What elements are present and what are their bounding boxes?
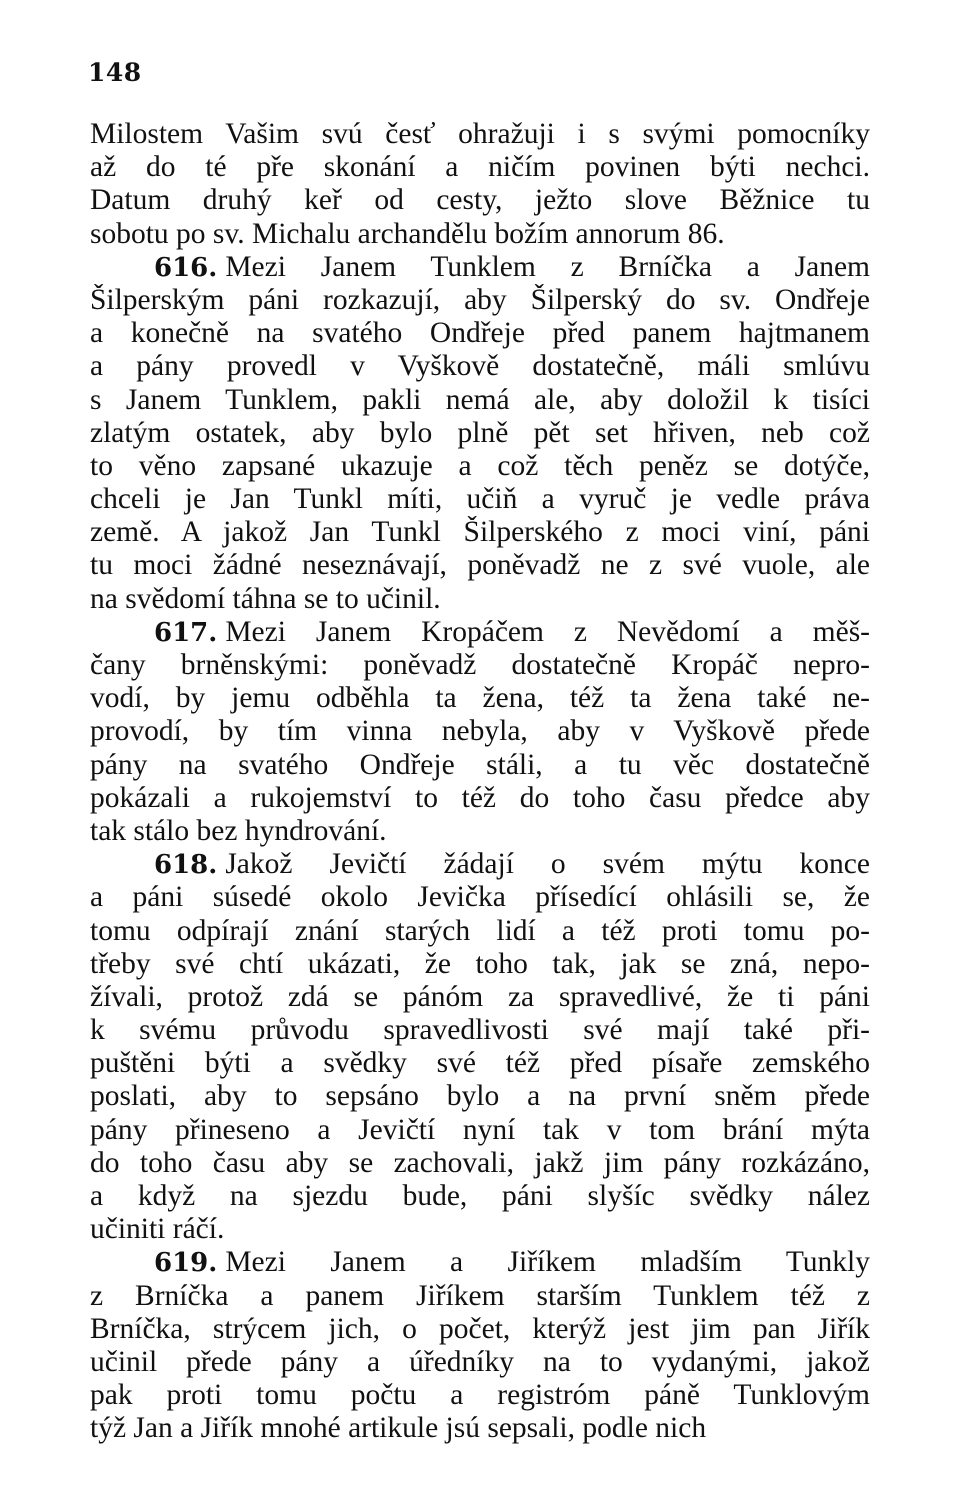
text-line	[90, 1080, 870, 1113]
text-line	[90, 350, 870, 383]
text-line	[90, 251, 870, 284]
text-line	[90, 915, 870, 948]
line-text: Mezi Janem Tunklem z Brníčka a Janem	[225, 250, 870, 283]
text-line	[90, 151, 870, 184]
text-line	[90, 1047, 870, 1080]
line-text: pak proti tomu počtu a registróm páně Tunklovým	[90, 1379, 870, 1412]
text-line	[90, 848, 870, 881]
line-text: čany brněnskými: poněvadž dostatečně Kropáč nepro-	[90, 649, 870, 681]
text-line	[90, 516, 870, 549]
text-line	[90, 483, 870, 516]
text-line	[90, 749, 870, 782]
line-text: země. A jakož Jan Tunkl Šilperského z moci viní, páni	[90, 516, 870, 549]
paragraph-619	[90, 1246, 870, 1445]
text-line	[90, 1346, 870, 1379]
line-text: s Janem Tunklem, pakli nemá ale, aby doložil k tisíci	[90, 383, 870, 416]
line-text: z Brníčka a panem Jiříkem starším Tunklem též z	[90, 1279, 870, 1312]
text-line	[90, 184, 870, 217]
line-text: Mezi Janem Kropáčem z Nevědomí a měš-	[225, 615, 870, 648]
section-number: 616.	[154, 252, 218, 283]
line-text: žívali, protož zdá se pánóm za spravedlivé, že ti páni	[90, 980, 870, 1013]
line-text: Šilperským páni rozkazují, aby Šilperský do sv. Ondřeje	[90, 283, 870, 316]
line-text: tak stálo bez hyndrování.	[90, 814, 387, 847]
text-line	[90, 1313, 870, 1346]
text-line	[90, 948, 870, 981]
line-text: puštěni býti a svědky své též před písaře zemského	[90, 1047, 870, 1080]
line-text: tomu odpírají znání starých lidí a též proti tomu po-	[90, 914, 870, 947]
text-line	[90, 1412, 870, 1445]
line-text: a páni súsedé okolo Jevička přísedící ohlásili se, že	[90, 881, 870, 914]
text-line	[90, 118, 870, 151]
line-text: provodí, by tím vinna nebyla, aby v Vyškově přede	[90, 715, 870, 748]
line-text: k svému průvodu spravedlivosti své mají také při-	[90, 1014, 870, 1047]
section-number: 618.	[154, 850, 218, 881]
text-line	[90, 1147, 870, 1180]
text-block	[90, 118, 870, 1446]
line-text: a pány provedl v Vyškově dostatečně, máli smlúvu	[90, 350, 870, 383]
text-line	[90, 1114, 870, 1147]
line-text: poslati, aby to sepsáno bylo a na první sněm přede	[90, 1080, 870, 1113]
line-text: a když na sjezdu bude, páni slyšíc svědky nález	[90, 1180, 870, 1212]
line-text: vodí, by jemu odběhla ta žena, též ta žena také ne-	[90, 682, 870, 715]
text-line	[90, 715, 870, 748]
line-text: a konečně na svatého Ondřeje před panem hajtmanem	[90, 317, 870, 350]
line-text: na svědomí táhna se to učinil.	[90, 582, 441, 615]
line-text: chceli je Jan Tunkl míti, učiň a vyruč je vedle práva	[90, 483, 870, 516]
line-text: sobotu po sv. Michalu archandělu božím annorum 86.	[90, 217, 725, 250]
text-line	[90, 450, 870, 483]
text-line	[90, 583, 870, 616]
line-text: Brníčka, strýcem jich, o počet, kterýž jest jim pan Jiřík	[90, 1312, 870, 1345]
line-text: zlatým ostatek, aby bylo plně pět set hřiven, neb což	[90, 416, 870, 449]
text-line	[90, 317, 870, 350]
paragraph-616	[90, 251, 870, 616]
text-line	[90, 1246, 870, 1279]
text-line	[90, 1280, 870, 1313]
line-text: třeby své chtí ukázati, že toho tak, jak se zná, nepo-	[90, 947, 870, 980]
text-line	[90, 384, 870, 417]
section-number: 617.	[154, 617, 218, 648]
section-number: 619.	[154, 1248, 218, 1279]
paragraph	[90, 118, 870, 251]
paragraph-618	[90, 848, 870, 1246]
text-line	[90, 815, 870, 848]
text-line	[90, 417, 870, 450]
line-text: Jakož Jevičtí žádají o svém mýtu konce	[225, 848, 870, 881]
text-line	[90, 549, 870, 582]
line-text: až do té pře skonání a ničím povinen býti nechci.	[90, 151, 870, 184]
text-line	[90, 218, 870, 251]
text-line	[90, 649, 870, 682]
line-text: Datum druhý keř od cesty, ježto slove Běžnice tu	[90, 184, 870, 217]
line-text: pokázali a rukojemství to též do toho času předce aby	[90, 781, 870, 814]
text-line	[90, 1213, 870, 1246]
page-number: 148	[88, 58, 142, 87]
line-text: Milostem Vašim svú česť ohražuji i s svými pomocníky	[90, 118, 870, 150]
text-line	[90, 981, 870, 1014]
line-text: pány přineseno a Jevičtí nyní tak v tom brání mýta	[90, 1113, 870, 1146]
line-text: učiniti ráčí.	[90, 1213, 225, 1246]
line-text: pány na svatého Ondřeje stáli, a tu věc dostatečně	[90, 748, 870, 781]
text-line	[90, 616, 870, 649]
text-line	[90, 682, 870, 715]
text-line	[90, 881, 870, 914]
text-line	[90, 284, 870, 317]
text-line	[90, 1180, 870, 1213]
paragraph-617	[90, 616, 870, 848]
text-line	[90, 1379, 870, 1412]
text-line	[90, 1014, 870, 1047]
line-text: to věno zapsané ukazuje a což těch peněz se dotýče,	[90, 449, 870, 482]
line-text: týž Jan a Jiřík mnohé artikule jsú sepsali, podle nich	[90, 1412, 707, 1445]
text-line	[90, 782, 870, 815]
line-text: tu moci žádné neseznávají, poněvadž ne z své vuole, ale	[90, 549, 870, 582]
line-text: Mezi Janem a Jiříkem mladším Tunkly	[225, 1246, 870, 1279]
line-text: do toho času aby se zachovali, jakž jim pány rozkázáno,	[90, 1146, 870, 1179]
line-text: učinil přede pány a úředníky na to vydanými, jakož	[90, 1345, 870, 1378]
